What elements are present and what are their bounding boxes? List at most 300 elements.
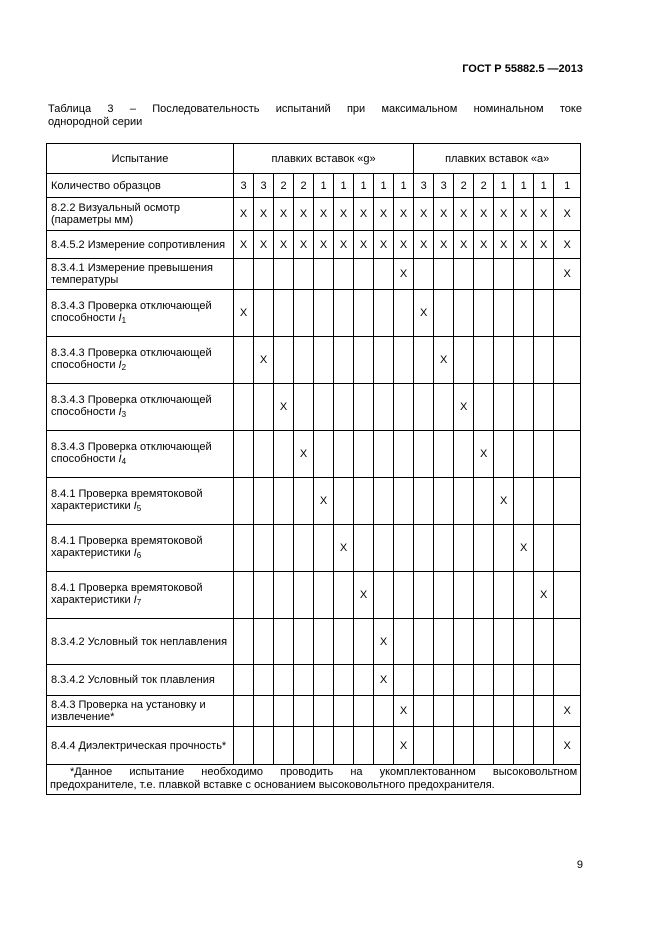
page-number: 9 [576, 859, 583, 871]
empty-cell [354, 290, 374, 337]
empty-cell [494, 384, 514, 431]
test-name: 8.4.1 Проверка времятоковой характеристики [51, 581, 203, 606]
empty-cell [514, 665, 534, 696]
current-symbol: I [133, 499, 137, 512]
empty-cell [254, 619, 274, 665]
empty-cell [434, 619, 454, 665]
test-sequence-table [46, 143, 581, 795]
empty-cell [294, 619, 314, 665]
caption-word: номинальном [473, 103, 544, 115]
test-mark-cell: X [534, 231, 554, 259]
test-mark-cell: X [554, 696, 581, 727]
empty-cell [314, 384, 334, 431]
empty-cell [294, 696, 314, 727]
empty-cell [274, 431, 294, 478]
current-symbol: I [118, 358, 122, 371]
sample-count-cell: 2 [274, 174, 294, 198]
table-row [47, 727, 581, 765]
empty-cell [234, 619, 254, 665]
caption-word: 3 [107, 103, 114, 115]
table-row [47, 665, 581, 696]
sample-count-cell: 1 [374, 174, 394, 198]
empty-cell [254, 259, 274, 290]
empty-cell [254, 384, 274, 431]
test-name: 8.3.4.3 Проверка отключающей способности [51, 299, 212, 324]
test-mark-cell: X [394, 696, 414, 727]
count-row [47, 174, 581, 198]
empty-cell [354, 727, 374, 765]
empty-cell [474, 259, 494, 290]
empty-cell [434, 290, 454, 337]
table-row [47, 384, 581, 431]
empty-cell [434, 384, 454, 431]
test-name: 8.4.5.2 Измерение сопротивления [51, 238, 226, 251]
empty-cell [314, 665, 334, 696]
empty-cell [314, 696, 334, 727]
empty-cell [414, 696, 434, 727]
current-symbol: I [118, 452, 122, 465]
caption-line-1 [48, 103, 582, 116]
test-name: 8.3.4.2 Условный ток неплавления [51, 635, 228, 648]
table-row [47, 619, 581, 665]
empty-cell [234, 478, 254, 525]
empty-cell [554, 665, 581, 696]
empty-cell [254, 431, 274, 478]
test-mark-cell: X [494, 198, 514, 231]
empty-cell [394, 525, 414, 572]
test-mark-cell: X [254, 231, 274, 259]
test-mark-cell: X [314, 231, 334, 259]
empty-cell [274, 696, 294, 727]
empty-cell [494, 619, 514, 665]
empty-cell [354, 665, 374, 696]
empty-cell [414, 384, 434, 431]
empty-cell [274, 259, 294, 290]
test-mark-cell: X [554, 198, 581, 231]
empty-cell [434, 572, 454, 619]
empty-cell [514, 290, 534, 337]
document-id: ГОСТ Р 55882.5 —2013 [462, 63, 583, 75]
empty-cell [334, 384, 354, 431]
sample-count-cell: 1 [534, 174, 554, 198]
empty-cell [474, 337, 494, 384]
test-mark-cell: X [394, 259, 414, 290]
sample-count-cell: 2 [474, 174, 494, 198]
test-name: 8.3.4.3 Проверка отключающей способности [51, 346, 212, 371]
test-mark-cell: X [514, 231, 534, 259]
test-mark-cell: X [414, 290, 434, 337]
empty-cell [494, 727, 514, 765]
test-name: 8.4.1 Проверка времятоковой характеристики [51, 487, 203, 512]
caption-word: испытаний [275, 103, 331, 115]
test-name: 8.4.1 Проверка времятоковой характеристики [51, 534, 203, 559]
empty-cell [394, 619, 414, 665]
empty-cell [474, 619, 494, 665]
test-mark-cell: X [474, 198, 494, 231]
empty-cell [454, 259, 474, 290]
empty-cell [234, 431, 254, 478]
empty-cell [434, 696, 454, 727]
empty-cell [274, 525, 294, 572]
footnote-word: на [350, 766, 363, 778]
test-mark-cell: X [554, 259, 581, 290]
empty-cell [534, 431, 554, 478]
empty-cell [294, 572, 314, 619]
empty-cell [354, 384, 374, 431]
table-row [47, 431, 581, 478]
empty-cell [294, 259, 314, 290]
test-name: 8.3.4.1 Измерение превышения температуры [51, 262, 214, 286]
empty-cell [554, 525, 581, 572]
test-mark-cell: X [314, 478, 334, 525]
test-mark-cell: X [434, 231, 454, 259]
test-name-cell [47, 478, 234, 525]
test-mark-cell: X [294, 198, 314, 231]
empty-cell [474, 525, 494, 572]
test-name: 8.4.3 Проверка на установку и извлечение* [51, 699, 206, 723]
empty-cell [514, 572, 534, 619]
sample-count-cell: 1 [514, 174, 534, 198]
empty-cell [534, 259, 554, 290]
test-name: 8.3.4.2 Условный ток плавления [51, 674, 215, 686]
empty-cell [474, 290, 494, 337]
current-index: 6 [136, 550, 142, 560]
empty-cell [434, 665, 454, 696]
count-label: Количество образцов [47, 174, 234, 198]
footnote-word: проводить [280, 766, 334, 778]
footnote-word: *Данное [70, 766, 113, 778]
empty-cell [294, 290, 314, 337]
empty-cell [474, 665, 494, 696]
empty-cell [414, 431, 434, 478]
empty-cell [514, 619, 534, 665]
empty-cell [374, 478, 394, 525]
empty-cell [454, 696, 474, 727]
empty-cell [534, 696, 554, 727]
sample-count-cell: 1 [334, 174, 354, 198]
empty-cell [494, 337, 514, 384]
empty-cell [354, 259, 374, 290]
empty-cell [494, 259, 514, 290]
test-mark-cell: X [454, 384, 474, 431]
empty-cell [374, 727, 394, 765]
test-mark-cell: X [394, 231, 414, 259]
empty-cell [374, 696, 394, 727]
empty-cell [414, 619, 434, 665]
empty-cell [414, 572, 434, 619]
empty-cell [474, 478, 494, 525]
test-mark-cell: X [274, 384, 294, 431]
empty-cell [474, 696, 494, 727]
empty-cell [414, 478, 434, 525]
empty-cell [454, 727, 474, 765]
empty-cell [554, 337, 581, 384]
empty-cell [354, 619, 374, 665]
empty-cell [454, 478, 474, 525]
empty-cell [514, 696, 534, 727]
test-name-cell [47, 384, 234, 431]
empty-cell [334, 259, 354, 290]
empty-cell [474, 384, 494, 431]
sample-count-cell: 1 [394, 174, 414, 198]
empty-cell [374, 525, 394, 572]
footnote-word: испытание [129, 766, 185, 778]
table-row [47, 337, 581, 384]
empty-cell [554, 290, 581, 337]
empty-cell [354, 431, 374, 478]
empty-cell [354, 478, 374, 525]
current-index: 1 [121, 315, 127, 325]
empty-cell [494, 665, 514, 696]
test-mark-cell: X [354, 231, 374, 259]
caption-word: Таблица [48, 103, 92, 115]
empty-cell [254, 525, 274, 572]
empty-cell [494, 431, 514, 478]
current-symbol: I [133, 593, 137, 606]
empty-cell [394, 290, 414, 337]
test-mark-cell: X [234, 231, 254, 259]
test-mark-cell: X [294, 431, 314, 478]
group-header-row [47, 144, 581, 174]
sample-count-cell: 1 [354, 174, 374, 198]
empty-cell [234, 727, 254, 765]
empty-cell [314, 259, 334, 290]
test-name-cell [47, 231, 234, 259]
empty-cell [314, 525, 334, 572]
sample-count-cell: 2 [454, 174, 474, 198]
table-row [47, 696, 581, 727]
test-mark-cell: X [514, 198, 534, 231]
test-mark-cell: X [434, 337, 454, 384]
empty-cell [514, 727, 534, 765]
empty-cell [394, 337, 414, 384]
caption-word: максимальном [381, 103, 458, 115]
empty-cell [434, 727, 454, 765]
empty-cell [314, 431, 334, 478]
sample-count-cell: 3 [234, 174, 254, 198]
test-name-cell [47, 665, 234, 696]
empty-cell [294, 337, 314, 384]
footnote-word: необходимо [201, 766, 264, 778]
test-name: 8.3.4.3 Проверка отключающей способности [51, 393, 212, 418]
empty-cell [494, 525, 514, 572]
test-mark-cell: X [394, 727, 414, 765]
empty-cell [394, 665, 414, 696]
empty-cell [374, 337, 394, 384]
test-mark-cell: X [514, 525, 534, 572]
test-mark-cell: X [474, 431, 494, 478]
current-symbol: I [133, 546, 137, 559]
empty-cell [514, 431, 534, 478]
empty-cell [554, 572, 581, 619]
sample-count-cell: 3 [254, 174, 274, 198]
caption-line-2: однородной серии [48, 116, 143, 128]
empty-cell [234, 696, 254, 727]
caption-word: при [346, 103, 366, 115]
empty-cell [394, 572, 414, 619]
current-index: 3 [121, 409, 127, 419]
empty-cell [454, 525, 474, 572]
test-name-cell [47, 525, 234, 572]
empty-cell [254, 478, 274, 525]
empty-cell [354, 525, 374, 572]
empty-cell [534, 665, 554, 696]
table-row [47, 525, 581, 572]
table-row [47, 231, 581, 259]
table-row [47, 198, 581, 231]
empty-cell [234, 525, 254, 572]
test-mark-cell: X [334, 198, 354, 231]
test-mark-cell: X [374, 198, 394, 231]
footnote-word: высоковольтном [492, 766, 578, 778]
test-mark-cell: X [494, 478, 514, 525]
test-mark-cell: X [534, 572, 554, 619]
empty-cell [334, 727, 354, 765]
test-mark-cell: X [354, 572, 374, 619]
empty-cell [314, 727, 334, 765]
test-mark-cell: X [454, 198, 474, 231]
test-mark-cell: X [474, 231, 494, 259]
caption-word: – [129, 103, 136, 115]
test-mark-cell: X [254, 337, 274, 384]
test-name-cell [47, 619, 234, 665]
sample-count-cell: 3 [434, 174, 454, 198]
empty-cell [274, 572, 294, 619]
empty-cell [394, 384, 414, 431]
test-mark-cell: X [554, 231, 581, 259]
test-name-cell [47, 727, 234, 765]
empty-cell [454, 619, 474, 665]
empty-cell [514, 337, 534, 384]
test-name-cell [47, 431, 234, 478]
empty-cell [534, 619, 554, 665]
empty-cell [314, 572, 334, 619]
table-row [47, 572, 581, 619]
empty-cell [234, 665, 254, 696]
current-symbol: I [118, 405, 122, 418]
empty-cell [234, 337, 254, 384]
empty-cell [534, 337, 554, 384]
empty-cell [334, 696, 354, 727]
empty-cell [514, 259, 534, 290]
empty-cell [454, 290, 474, 337]
empty-cell [254, 572, 274, 619]
empty-cell [334, 337, 354, 384]
empty-cell [334, 478, 354, 525]
test-mark-cell: X [274, 231, 294, 259]
test-mark-cell: X [234, 198, 254, 231]
current-index: 2 [121, 362, 127, 372]
empty-cell [534, 290, 554, 337]
test-mark-cell: X [354, 198, 374, 231]
empty-cell [274, 727, 294, 765]
footnote-row [47, 765, 581, 795]
empty-cell [294, 478, 314, 525]
empty-cell [434, 525, 454, 572]
empty-cell [334, 431, 354, 478]
test-mark-cell: X [414, 231, 434, 259]
test-mark-cell: X [374, 619, 394, 665]
sample-count-cell: 1 [554, 174, 581, 198]
test-mark-cell: X [534, 198, 554, 231]
empty-cell [554, 431, 581, 478]
test-name: 8.4.4 Диэлектрическая прочность* [51, 739, 227, 752]
empty-cell [474, 572, 494, 619]
current-index: 4 [121, 456, 127, 466]
test-mark-cell: X [494, 231, 514, 259]
test-name-cell [47, 198, 234, 231]
empty-cell [454, 431, 474, 478]
test-name-cell [47, 259, 234, 290]
empty-cell [294, 384, 314, 431]
empty-cell [494, 572, 514, 619]
test-mark-cell: X [554, 727, 581, 765]
empty-cell [294, 525, 314, 572]
empty-cell [354, 337, 374, 384]
empty-cell [334, 572, 354, 619]
sample-count-cell: 3 [414, 174, 434, 198]
test-name-cell [47, 337, 234, 384]
sample-count-cell: 1 [494, 174, 514, 198]
sample-count-cell: 1 [314, 174, 334, 198]
current-index: 5 [136, 503, 142, 513]
caption-word: токе [559, 103, 582, 115]
empty-cell [374, 572, 394, 619]
empty-cell [394, 431, 414, 478]
empty-cell [454, 337, 474, 384]
group-a-header: плавких вставок «a» [414, 144, 581, 174]
test-mark-cell: X [274, 198, 294, 231]
test-name: 8.3.4.3 Проверка отключающей способности [51, 440, 212, 465]
empty-cell [454, 572, 474, 619]
empty-cell [494, 290, 514, 337]
empty-cell [434, 431, 454, 478]
test-mark-cell: X [314, 198, 334, 231]
empty-cell [394, 478, 414, 525]
current-symbol: I [118, 311, 122, 324]
empty-cell [434, 259, 454, 290]
test-column-header: Испытание [47, 144, 234, 174]
empty-cell [514, 478, 534, 525]
empty-cell [314, 337, 334, 384]
empty-cell [534, 727, 554, 765]
empty-cell [234, 384, 254, 431]
empty-cell [414, 525, 434, 572]
empty-cell [274, 665, 294, 696]
sample-count-cell: 2 [294, 174, 314, 198]
empty-cell [474, 727, 494, 765]
table-row [47, 478, 581, 525]
empty-cell [554, 619, 581, 665]
caption-word: Последовательность [152, 103, 260, 115]
footnote-line-2: предохранителе, т.е. плавкой вставке с основанием высоковольтного предохранителя. [50, 779, 495, 791]
empty-cell [374, 384, 394, 431]
footnote-word: укомплектованном [379, 766, 476, 778]
empty-cell [254, 290, 274, 337]
current-index: 7 [136, 597, 142, 607]
empty-cell [414, 259, 434, 290]
footnote-cell [47, 765, 581, 795]
empty-cell [334, 290, 354, 337]
empty-cell [294, 665, 314, 696]
empty-cell [254, 696, 274, 727]
empty-cell [314, 290, 334, 337]
empty-cell [334, 665, 354, 696]
empty-cell [374, 290, 394, 337]
test-mark-cell: X [334, 231, 354, 259]
empty-cell [534, 478, 554, 525]
test-mark-cell: X [334, 525, 354, 572]
